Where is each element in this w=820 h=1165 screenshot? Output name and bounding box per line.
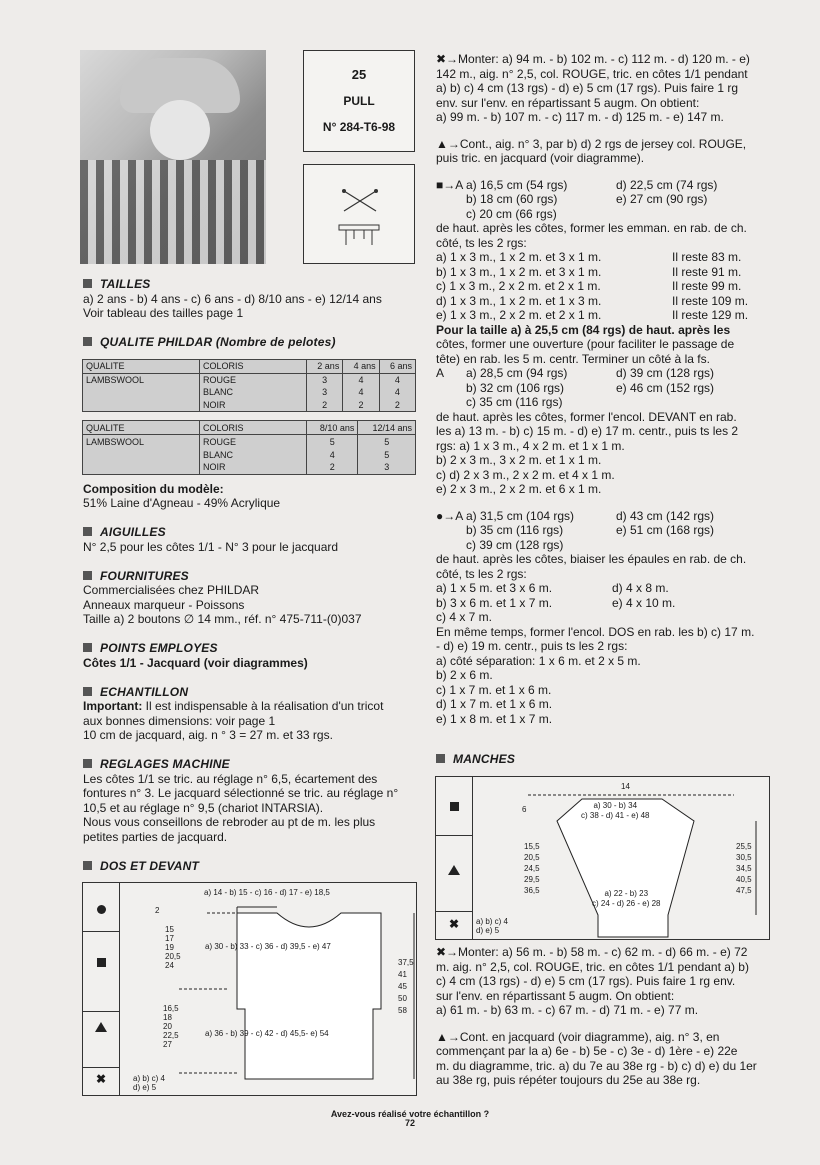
fournitures-l2: Anneaux marqueur - Poissons: [83, 598, 245, 612]
points-text: Côtes 1/1 - Jacquard (voir diagrammes): [83, 656, 308, 670]
triangle-marker-icon: [448, 865, 460, 875]
manche-top-width: a) 30 - b) 34 c) 38 - d) 41 - e) 48: [581, 801, 650, 820]
dos-right-heights: 37,5 41 45 50 58: [398, 958, 414, 1015]
th-size: 4 ans: [343, 360, 379, 374]
cell-value: 4: [394, 374, 400, 385]
dos-width-upper: a) 30 - b) 33 - c) 36 - d) 39,5 - e) 47: [205, 942, 331, 951]
dos-top-label: a) 14 - b) 15 - c) 16 - d) 17 - e) 18,5: [204, 888, 330, 897]
section-echantillon: ECHANTILLON: [83, 685, 188, 699]
cell-value: 5: [384, 449, 390, 460]
cell-coloris: NOIR: [200, 461, 307, 475]
th-qualite: QUALITE: [83, 360, 200, 374]
triangle-marker-icon: [95, 1022, 107, 1032]
cell-value: 4: [343, 386, 379, 399]
th-size: 8/10 ans: [307, 421, 358, 435]
section-tailles: TAILLES: [83, 277, 151, 291]
cell-value: 2: [307, 461, 358, 475]
aiguilles-text: N° 2,5 pour les côtes 1/1 - N° 3 pour le jacquard: [83, 540, 339, 554]
echantillon-l3: 10 cm de jacquard, aig. n ° 3 = 27 m. et 33 rgs.: [83, 728, 333, 742]
section-manches: MANCHES: [436, 752, 515, 766]
manche-bottom-width: a) 22 - b) 23 c) 24 - d) 26 - e) 28: [592, 889, 661, 908]
section-fournitures: FOURNITURES: [83, 569, 189, 583]
cell-value: 4: [343, 373, 379, 386]
dos-left-upper: 15 17 19 20,5 24: [165, 925, 181, 970]
knitting-machine-icon: [304, 219, 414, 259]
pattern-ref: N° 284-T6-98: [322, 120, 396, 134]
th-coloris: COLORIS: [200, 360, 307, 374]
cell-coloris: NOIR: [200, 399, 307, 412]
section-dos-devant: DOS ET DEVANT: [83, 859, 199, 873]
reglages-l3: 10,5 et au réglage n° 9,5 (chariot INTARSIA).: [83, 801, 324, 815]
footer-question: Avez-vous réalisé votre échantillon ?: [330, 1109, 490, 1119]
cell-quality: LAMBSWOOL: [83, 435, 200, 449]
pattern-id-box: [303, 50, 415, 152]
qualite-table-2: [82, 420, 416, 475]
section-aiguilles: AIGUILLES: [83, 525, 166, 539]
cell-value: 2: [394, 399, 400, 410]
tools-icon-box: [303, 164, 415, 264]
cell-value: 5: [307, 435, 358, 449]
th-size: 6 ans: [389, 361, 412, 372]
cell-coloris: BLANC: [200, 386, 307, 399]
section-points: POINTS EMPLOYES: [83, 641, 218, 655]
echantillon-l2: aux bonnes dimensions: voir page 1: [83, 714, 276, 728]
manche-bottom-label: a) b) c) 4 d) e) 5: [476, 917, 509, 935]
cell-value: 2: [343, 399, 379, 412]
dos-bottom-label: a) b) c) 4 d) e) 5: [133, 1074, 166, 1092]
th-coloris: COLORIS: [200, 421, 307, 435]
cell-value: 3: [307, 373, 343, 386]
dos-width-lower: a) 36 - b) 39 - c) 42 - d) 45,5- e) 54: [205, 1029, 329, 1038]
square-marker-icon: [450, 802, 459, 811]
manches-instructions: ✖→Monter: a) 56 m. - b) 58 m. - c) 62 m. - d) 66 m. - e) 72 m. aig. n° 2,5, col. ROUGE, tric. en côtes 1/1 pendant a) b) c) 4 cm (13 rgs) - d) e) 5 cm (17 rgs). Puis faire 1 rg env. sur l'env. en répartissant 5 augm. On obtient: a) 61 m. - b) 63 m. - c) 67 m. - d) 71 m. - e) 77 m. ▲→Cont. en jacquard (voir diagramme), aig. n° 3, en commençant par la a) 6e - b) 5e - c) 3e - d) 1ère - e) 22e m. du diagramme, tric. a) du 7e au 38e rg - b) c) d) e) du 1er au 38e rg, puis répéter toujours du 25e au 38e rg.: [436, 945, 757, 1087]
dos-devant-diagram: [82, 882, 417, 1096]
fournitures-l1: Commercialisées chez PHILDAR: [83, 583, 260, 597]
fournitures-l3: Taille a) 2 boutons ∅ 14 mm., réf. n° 475-711-(0)037: [83, 612, 362, 626]
pattern-number: 25: [351, 67, 367, 82]
section-reglages: REGLAGES MACHINE: [83, 757, 230, 771]
cell-quality: LAMBSWOOL: [83, 373, 200, 386]
cell-value: 3: [384, 462, 390, 473]
composition-title: Composition du modèle:: [83, 482, 224, 496]
circle-marker-icon: [97, 905, 106, 914]
dos-left-2: 2: [155, 906, 160, 915]
manches-diagram: [435, 776, 770, 940]
reglages-l4: Nous vous conseillons de rebroder au pt de m. les plus: [83, 815, 376, 829]
echantillon-l1: Important: Il est indispensable à la réalisation d'un tricot: [83, 699, 384, 713]
square-marker-icon: [97, 958, 106, 967]
tailles-line2: Voir tableau des tailles page 1: [83, 306, 244, 320]
knitting-needles-icon: [304, 173, 414, 223]
pattern-type: PULL: [343, 94, 375, 108]
page-number: 72: [404, 1118, 415, 1128]
cell-value: 4: [307, 448, 358, 461]
reglages-l5: petites parties de jacquard.: [83, 830, 228, 844]
section-qualite: QUALITE PHILDAR (Nombre de pelotes): [83, 335, 336, 349]
manche-right-heights: 25,5 30,5 34,5 40,5 47,5: [736, 842, 752, 895]
cell-coloris: BLANC: [200, 448, 307, 461]
th-size: 2 ans: [307, 360, 343, 374]
reglages-l1: Les côtes 1/1 se tric. au réglage n° 6,5, écartement des: [83, 772, 378, 786]
cell-coloris: ROUGE: [200, 435, 307, 449]
tailles-line1: a) 2 ans - b) 4 ans - c) 6 ans - d) 8/10 ans - e) 12/14 ans: [83, 292, 382, 306]
manche-six: 6: [522, 805, 527, 814]
cell-value: 3: [307, 386, 343, 399]
th-qualite: QUALITE: [83, 421, 200, 435]
qualite-table-1: [82, 359, 416, 412]
cell-coloris: ROUGE: [200, 373, 307, 386]
model-photo: [80, 50, 266, 264]
reglages-l2: fontures n° 3. Le jacquard sélectionné se tric. au réglage n°: [83, 786, 399, 800]
cell-value: 2: [307, 399, 343, 412]
dos-instructions: ✖→Monter: a) 94 m. - b) 102 m. - c) 112 m. - d) 120 m. - e) 142 m., aig. n° 2,5, col. ROUGE, tric. en côtes 1/1 pendant a) b) c) 4 cm (13 rgs) - d) e) 5 cm (17 rgs). Puis faire 1 rg env. sur l'env. en répartissant 5 augm. On obtient: a) 99 m. - b) 107 m. - c) 117 m. - d) 125 m. - e) 147 m. ▲→Cont., aig. n° 3, par b) d) 2 rgs de jersey col. ROUGE, puis tric. en jacquard (voir diagramme). ■→A a) 16,5 cm (54 rgs) d) 22,5 cm (74 rgs) b) 18 cm (60 rgs) e) 27 cm (90 rgs) c) 20 cm (66 rgs) de haut. après les côtes, former les emman. en rab. de ch. côté, ts les 2 rgs: a) 1 x 3 m., 1 x 2 m. et 3 x 1 m. Il reste 83 m. b) 1 x 3 m., 1 x 2 m. et 3 x 1 m. Il reste 91 m. c) 1 x 3 m., 2 x 2 m. et 2 x 1 m. Il reste 99 m. d) 1 x 3 m., 1 x 2 m. et 1 x 3 m. Il reste 109 m. e) 1 x 3 m., 2 x 2 m. et 2 x 1 m. Il reste 129 m. Pour la taille a) à 25,5 cm (84 rgs) de haut. après les côtes, former une ouverture (pour faciliter le passage de tête) en rab. les 5 m. centr. Terminer un côté à la fs. A a) 28,5 cm (94 rgs) d) 39 cm (128 rgs) b) 32 cm (106 rgs) e) 46 cm (152 rgs) c) 35 cm (116 rgs) de haut. après les côtes, former l'encol. DEVANT en rab. les a) 13 m. - b) c) 15 m. - d) e) 17 m. centr., puis ts les 2 rgs: a) 1 x 3 m., 4 x 2 m. et 1 x 1 m. b) 2 x 3 m., 3 x 2 m. et 1 x 1 m. c) d) 2 x 3 m., 2 x 2 m. et 4 x 1 m. e) 2 x 3 m., 2 x 2 m. et 6 x 1 m. ●→A a) 31,5 cm (104 rgs) d) 43 cm (142 rgs) b) 35 cm (116 rgs) e) 51 cm (168 rgs) c) 39 cm (128 rgs) de haut. après les côtes, biaiser les épaules en rab. de ch. côté, ts les 2 rgs: a) 1 x 5 m. et 3 x 6 m. d) 4 x 8 m. b) 3 x 6 m. et 1 x 7 m. e) 4 x 10 m. c) 4 x 7 m. En même temps, former l'encol. DOS en rab. les b) c) 17 m. - d) e) 19 m. centr., puis ts les 2 rgs: a) côté séparation: 1 x 6 m. et 2 x 5 m. b) 2 x 6 m. c) 1 x 7 m. et 1 x 6 m. d) 1 x 7 m. et 1 x 6 m. e) 1 x 8 m. et 1 x 7 m.: [436, 52, 755, 726]
composition-text: 51% Laine d'Agneau - 49% Acrylique: [83, 496, 281, 510]
cross-marker-icon: ✖: [449, 917, 460, 931]
th-size: 12/14 ans: [372, 422, 412, 433]
manche-top-14: 14: [621, 782, 630, 791]
manche-left-heights: 15,5 20,5 24,5 29,5 36,5: [524, 842, 540, 895]
cell-value: 5: [384, 436, 390, 447]
dos-left-lower: 16,5 18 20 22,5 27: [163, 1004, 179, 1049]
cross-marker-icon: ✖: [96, 1072, 107, 1086]
cell-value: 4: [394, 387, 400, 398]
